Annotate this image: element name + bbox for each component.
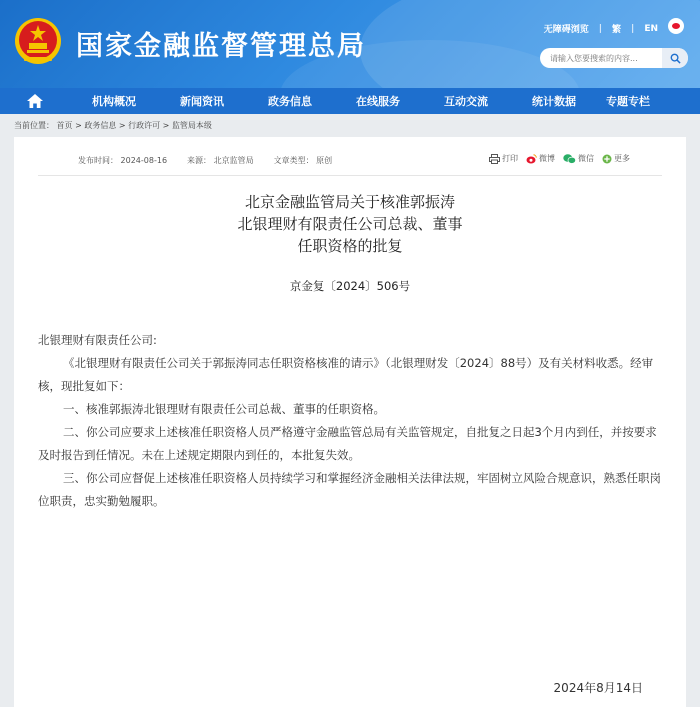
nav-item-online-service[interactable]: 在线服务 [356, 95, 400, 108]
search-box [540, 48, 688, 68]
publish-time: 发布时间： 2024-08-16 [78, 156, 168, 165]
home-icon [27, 94, 43, 108]
weibo-icon[interactable] [668, 18, 684, 34]
weibo-label: 微博 [539, 154, 555, 163]
nav-item-government-info[interactable]: 政务信息 [268, 95, 312, 108]
site-title[interactable]: 国家金融监督管理总局 [76, 31, 366, 62]
site-header [0, 0, 700, 88]
english-link[interactable]: EN [644, 23, 658, 34]
nav-item-institution[interactable]: 机构概况 [92, 95, 136, 108]
nav-home[interactable] [0, 88, 70, 114]
printer-icon [489, 154, 500, 164]
paragraph: 二、你公司应要求上述核准任职资格人员严格遵守金融监管总局有关监管规定，自批复之日起3个月内到任，并按要求及时报告到任情况。未在上述规定期限内到任的，本批复失效。 [38, 425, 657, 462]
document-number: 京金复〔2024〕506号 [289, 279, 411, 293]
article-type: 文章类型： 原创 [273, 156, 333, 165]
more-label: 更多 [614, 154, 630, 163]
paragraph: 三、你公司应督促上述核准任职资格人员持续学习和掌握经济金融相关法律法规，牢固树立风险合规意识，熟悉任职岗位职责，忠实勤勉履职。 [38, 471, 661, 508]
share-bar [481, 153, 630, 164]
nav-item-statistics[interactable]: 统计数据 [532, 95, 576, 108]
search-input[interactable] [550, 54, 662, 63]
separator: | [631, 23, 635, 34]
paragraph: 《北银理财有限责任公司关于郭振涛同志任职资格核准的请示》（北银理财发〔2024〕88号）及有关材料收悉。经审核，现批复如下： [38, 356, 654, 393]
paragraph: 一、核准郭振涛北银理财有限责任公司总裁、董事的任职资格。 [63, 402, 385, 416]
article-title [14, 191, 686, 257]
share-more-button[interactable] [602, 153, 630, 164]
share-weibo-button[interactable] [526, 153, 555, 164]
title-line: 任职资格的批复 [297, 237, 403, 255]
nav-item-special-topics[interactable]: 专题专栏 [606, 95, 650, 108]
search-icon [670, 53, 681, 64]
search-button[interactable] [662, 48, 688, 68]
plus-icon [602, 154, 612, 164]
divider [38, 175, 662, 176]
national-emblem-icon[interactable] [14, 17, 62, 65]
nav-item-interaction[interactable]: 互动交流 [444, 95, 488, 108]
breadcrumb: 当前位置： 首页 > 政务信息 > 行政许可 > 监管局本级 [14, 121, 212, 130]
salutation: 北银理财有限责任公司: [38, 333, 157, 347]
traditional-chinese-link[interactable]: 繁 [612, 25, 622, 35]
title-line: 北银理财有限责任公司总裁、董事 [237, 215, 463, 233]
article-source: 来源： 北京监管局 [187, 156, 254, 165]
wechat-label: 微信 [578, 154, 594, 163]
article-card [14, 137, 686, 707]
share-wechat-button[interactable] [563, 153, 594, 164]
separator: | [598, 23, 602, 34]
weibo-icon [526, 154, 537, 164]
article-body [38, 329, 664, 513]
article-meta [78, 155, 352, 166]
main-nav [0, 88, 700, 114]
nav-item-news[interactable]: 新闻资讯 [180, 95, 224, 108]
accessible-browse-link[interactable]: 无障碍浏览 [543, 25, 589, 35]
approval-date: 2024年8月14日 [553, 681, 643, 695]
title-line: 北京金融监管局关于核准郭振涛 [244, 193, 455, 211]
top-links [544, 22, 658, 35]
wechat-icon [563, 154, 576, 164]
print-button[interactable] [489, 153, 518, 164]
print-label: 打印 [502, 154, 518, 163]
